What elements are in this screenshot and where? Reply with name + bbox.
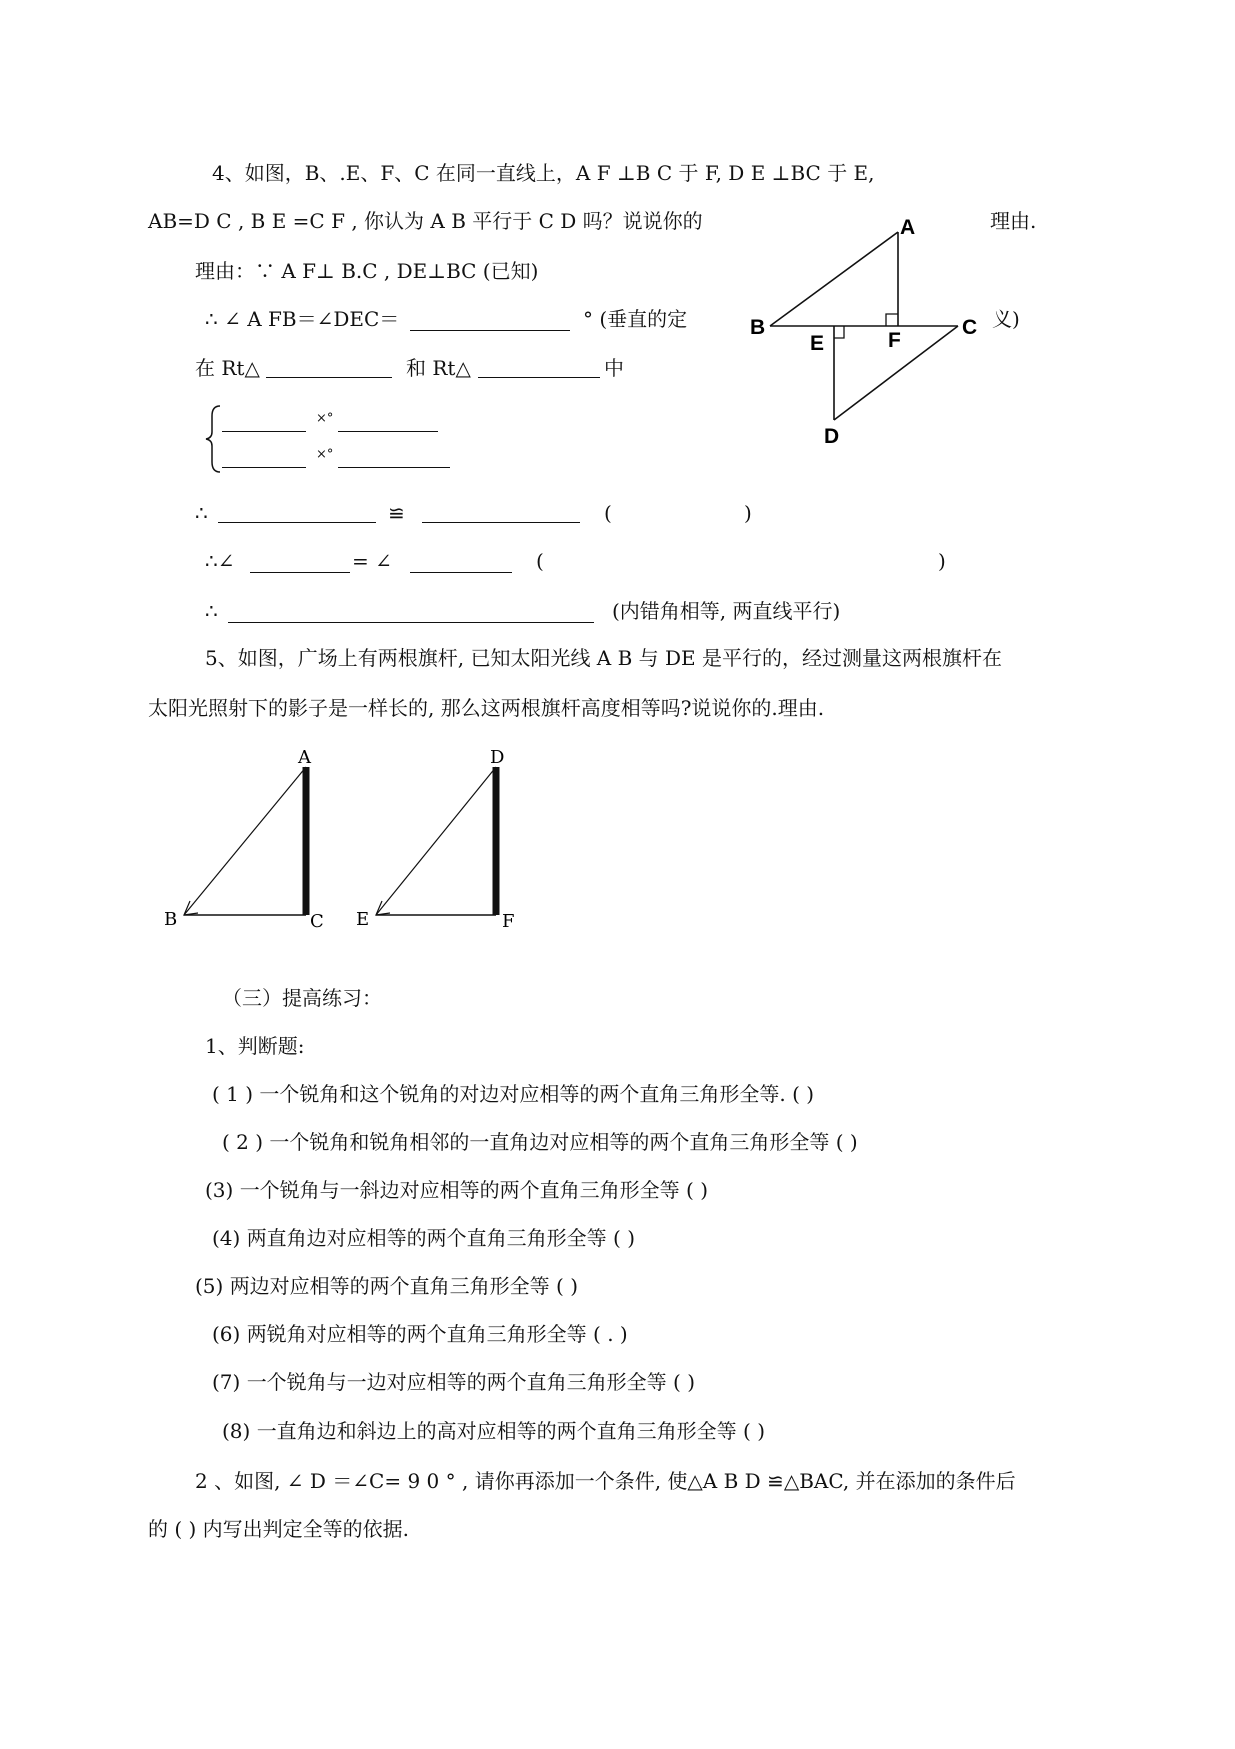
judge-title: 1、判断题: — [205, 1034, 305, 1058]
q4-line2: AB=D C , B E =C F , 你认为 A B 平行于 C D 吗？说说你的 — [148, 209, 703, 233]
blank-triangle-1[interactable] — [266, 377, 392, 378]
q4-step4-equals: = ∠ — [352, 549, 392, 573]
q4-step2-c: 中 — [604, 356, 624, 380]
fig4-label-C: C — [962, 316, 978, 339]
q4-step2-a: 在 Rt△ — [195, 356, 260, 380]
judge-item-1: ( 1 ) 一个锐角和这个锐角的对边对应相等的两个直角三角形全等. ( ) — [212, 1082, 815, 1106]
fig5-label-B: B — [164, 909, 178, 930]
blank-brace-2a[interactable] — [222, 467, 306, 468]
brace-mark-1: ×° — [316, 411, 334, 426]
judge-item-5: (5) 两边对应相等的两个直角三角形全等 ( ) — [195, 1274, 579, 1298]
q4-step1-reason: ° (垂直的定 — [583, 307, 688, 331]
blank-conclusion[interactable] — [228, 622, 594, 623]
judge-item-3: (3) 一个锐角与一斜边对应相等的两个直角三角形全等 ( ) — [205, 1178, 709, 1202]
q4-step3-therefore: ∴ — [195, 501, 208, 525]
fig4-label-B: B — [750, 316, 766, 339]
q4-step3-paren-open: ( — [604, 501, 612, 525]
fig5-label-A: A — [298, 747, 311, 768]
q5-line2: 太阳光照射下的影子是一样长的, 那么这两根旗杆高度相等吗?说说你的.理由. — [148, 696, 825, 720]
q2-line1: 2 、如图, ∠ D ＝∠C= 9 0 ° , 请你再添加一个条件, 使△A B D ≌△BAC, 并在添加的条件后 — [195, 1469, 1016, 1493]
fig5-label-D: D — [490, 747, 505, 768]
q4-line2-end: 理由. — [990, 209, 1037, 233]
fig5-label-F: F — [502, 911, 515, 932]
q2-line2: 的 ( ) 内写出判定全等的依据. — [148, 1517, 410, 1541]
q4-step4-paren-open: ( — [536, 549, 544, 573]
blank-brace-1b[interactable] — [338, 431, 438, 432]
judge-item-7: (7) 一个锐角与一边对应相等的两个直角三角形全等 ( ) — [212, 1370, 696, 1394]
brace-mark-2: ×° — [316, 447, 334, 462]
q4-step4-paren-close: ) — [938, 549, 946, 573]
left-brace — [204, 404, 224, 474]
section3-title: （三）提高练习： — [222, 986, 382, 1010]
blank-brace-2b[interactable] — [338, 467, 450, 468]
q4-step1-text: ∴ ∠ A FB＝∠DEC＝ — [205, 307, 400, 331]
q4-step3-paren-close: ) — [744, 501, 752, 525]
q4-step4-angle: ∴∠ — [205, 549, 235, 573]
judge-item-6: (6) 两锐角对应相等的两个直角三角形全等 ( . ) — [212, 1322, 628, 1346]
q4-step5-therefore: ∴ — [205, 599, 218, 623]
fig5-label-C: C — [310, 911, 324, 932]
q4-line1: 4、如图，B、.E、F、C 在同一直线上，A F ⊥B C 于 F, D E ⊥BC 于 E, — [212, 161, 875, 185]
blank-congruent-2[interactable] — [422, 522, 580, 523]
judge-item-4: (4) 两直角边对应相等的两个直角三角形全等 ( ) — [212, 1226, 636, 1250]
q4-reason: 理由：∵ A F⊥ B.C , DE⊥BC (已知) — [195, 259, 539, 283]
fig4-label-D: D — [824, 425, 840, 448]
q4-step1-reason-end: 义) — [992, 307, 1020, 331]
q5-line1: 5、如图，广场上有两根旗杆, 已知太阳光线 A B 与 DE 是平行的，经过测量这两根旗杆在 — [205, 646, 1003, 670]
q4-step5-reason: (内错角相等, 两直线平行) — [612, 599, 841, 623]
fig4-label-A: A — [900, 216, 916, 239]
figure-q5 — [160, 745, 530, 935]
fig4-label-E: E — [810, 332, 825, 355]
blank-angle-1[interactable] — [250, 572, 350, 573]
fig4-label-F: F — [888, 329, 901, 352]
judge-item-2: ( 2 ) 一个锐角和锐角相邻的一直角边对应相等的两个直角三角形全等 ( ) — [222, 1130, 858, 1154]
judge-item-8: (8) 一直角边和斜边上的高对应相等的两个直角三角形全等 ( ) — [222, 1419, 766, 1443]
blank-triangle-2[interactable] — [478, 377, 600, 378]
q4-step2-b: 和 Rt△ — [406, 356, 471, 380]
blank-angle-value[interactable] — [410, 330, 570, 331]
congruent-symbol: ≌ — [388, 501, 405, 525]
blank-brace-1a[interactable] — [222, 431, 306, 432]
figure-q4 — [740, 210, 990, 450]
blank-congruent-1[interactable] — [218, 522, 376, 523]
fig5-label-E: E — [356, 909, 370, 930]
blank-angle-2[interactable] — [410, 572, 512, 573]
